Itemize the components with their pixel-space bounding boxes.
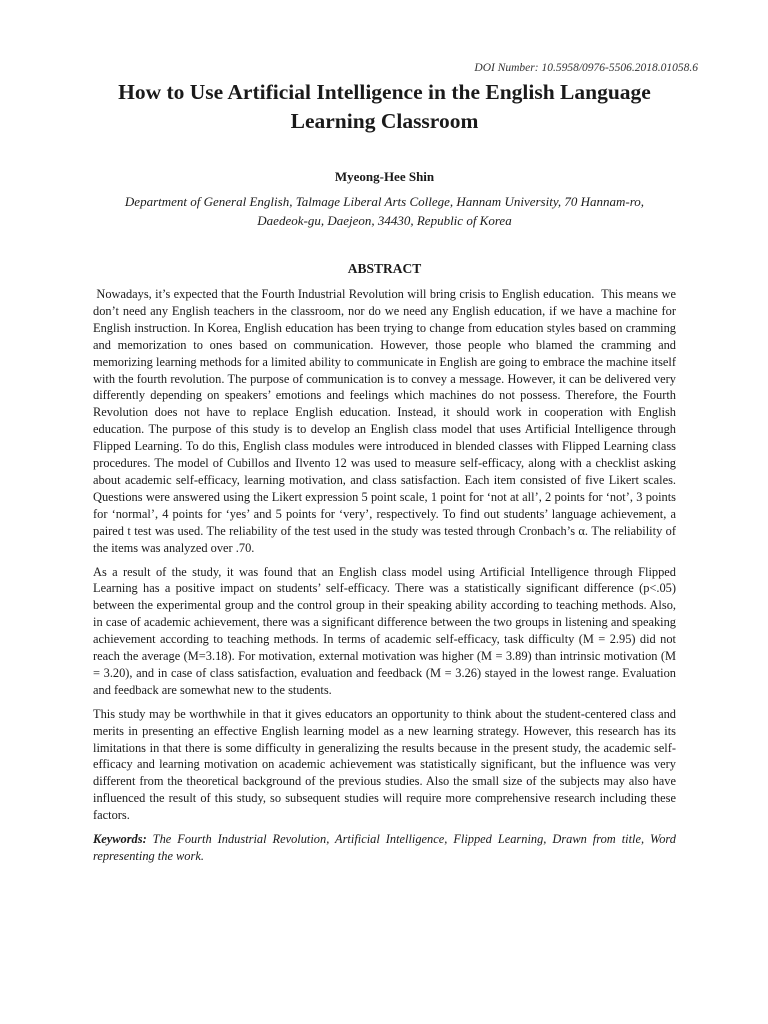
author-affiliation <box>83 192 686 230</box>
abstract-paragraph-2: As a result of the study, it was found that an English class model using Artificial Intelligence through Flipped Learning has a positive impact on students’ self-efficacy. There was a statistically significant difference (p<.05) between the experimental group and the control group in their speaking ability according to teaching methods. Also, in case of academic achievement, there was a significant difference between the two groups in listening and speaking achievement according to teaching methods. In terms of academic self-efficacy, task difficulty (M = 2.95) did not reach the average (M=3.18). For motivation, external motivation was higher (M = 3.89) than intrinsic motivation (M = 3.20), and in case of class satisfaction, evaluation and feedback (M = 3.26) stayed in the lowest range. Evaluation and feedback are somewhat new to the students. <box>93 564 676 697</box>
title-line-1: How to Use Artificial Intelligence in the English Language <box>118 80 651 104</box>
doi-number: DOI Number: 10.5958/0976-5506.2018.01058.6 <box>474 62 698 74</box>
affiliation-line-1: Department of General English, Talmage Liberal Arts College, Hannam University, 70 Hannam-ro, <box>124 194 645 209</box>
paper-title <box>73 78 696 136</box>
paper-page <box>93 0 698 1024</box>
abstract-body <box>93 286 676 872</box>
affiliation-line-2: Daedeok-gu, Daejeon, 34430, Republic of Korea <box>257 213 512 228</box>
abstract-heading: ABSTRACT <box>347 261 422 276</box>
keywords-text: The Fourth Industrial Revolution, Artificial Intelligence, Flipped Learning, Drawn from title, Word representing the work. <box>93 832 676 863</box>
keywords <box>93 831 676 865</box>
title-line-2: Learning Classroom <box>290 109 479 133</box>
abstract-paragraph-3: This study may be worthwhile in that it gives educators an opportunity to think about the student-centered class and merits in presenting an effective English learning model as a new learning strategy. However, this research has its limitations in that there is some difficulty in generalizing the results because in the present study, the academic self-efficacy and learning motivation on academic achievement was statistically significant, but the influence was very different from the theoretical background of the previous studies. Also the small size of the subjects may also have influenced the result of this study, so subsequent studies will require more comprehensive research including these factors. <box>93 706 676 823</box>
keywords-label: Keywords: <box>93 832 147 847</box>
author-name: Myeong-Hee Shin <box>334 169 435 184</box>
abstract-paragraph-1: Nowadays, it’s expected that the Fourth Industrial Revolution will bring crisis to English education. This means we don’t need any English teachers in the classroom, nor do we need any English education, if we have a machine for English instruction. In Korea, English education has been trying to change from education styles based on cramming and memorization to ones based on communication. However, those people who blamed the cramming and memorizing learning methods for a limited ability to communicate in English are going to embrace the machine itself with the fourth revolution. The purpose of communication is to convey a message. However, it can be delivered very differently depending on speakers’ emotions and feelings which machines do not possess. Therefore, the Fourth Revolution does not have to replace English education. Instead, it should work in cooperation with English education. The purpose of this study is to develop an English class model that uses Artificial Intelligence through Flipped Learning. To do this, English class modules were introduced in blended classes with Flipped Learning class procedures. The model of Cubillos and Ilvento 12 was used to measure self-efficacy, along with a checklist asking about academic self-efficacy, learning motivation, and class satisfaction. Each item consisted of five Likert scales. Questions were answered using the Likert expression 5 point scale, 1 point for ‘not at all’, 2 points for ‘not’, 3 points for ‘normal’, 4 points for ‘yes’ and 5 points for ‘very’, respectively. To find out students’ language achievement, a paired t test was used. The reliability of the test used in the study was tested through Cronbach’s α. The reliability of the items was analyzed over .70. <box>93 287 676 555</box>
